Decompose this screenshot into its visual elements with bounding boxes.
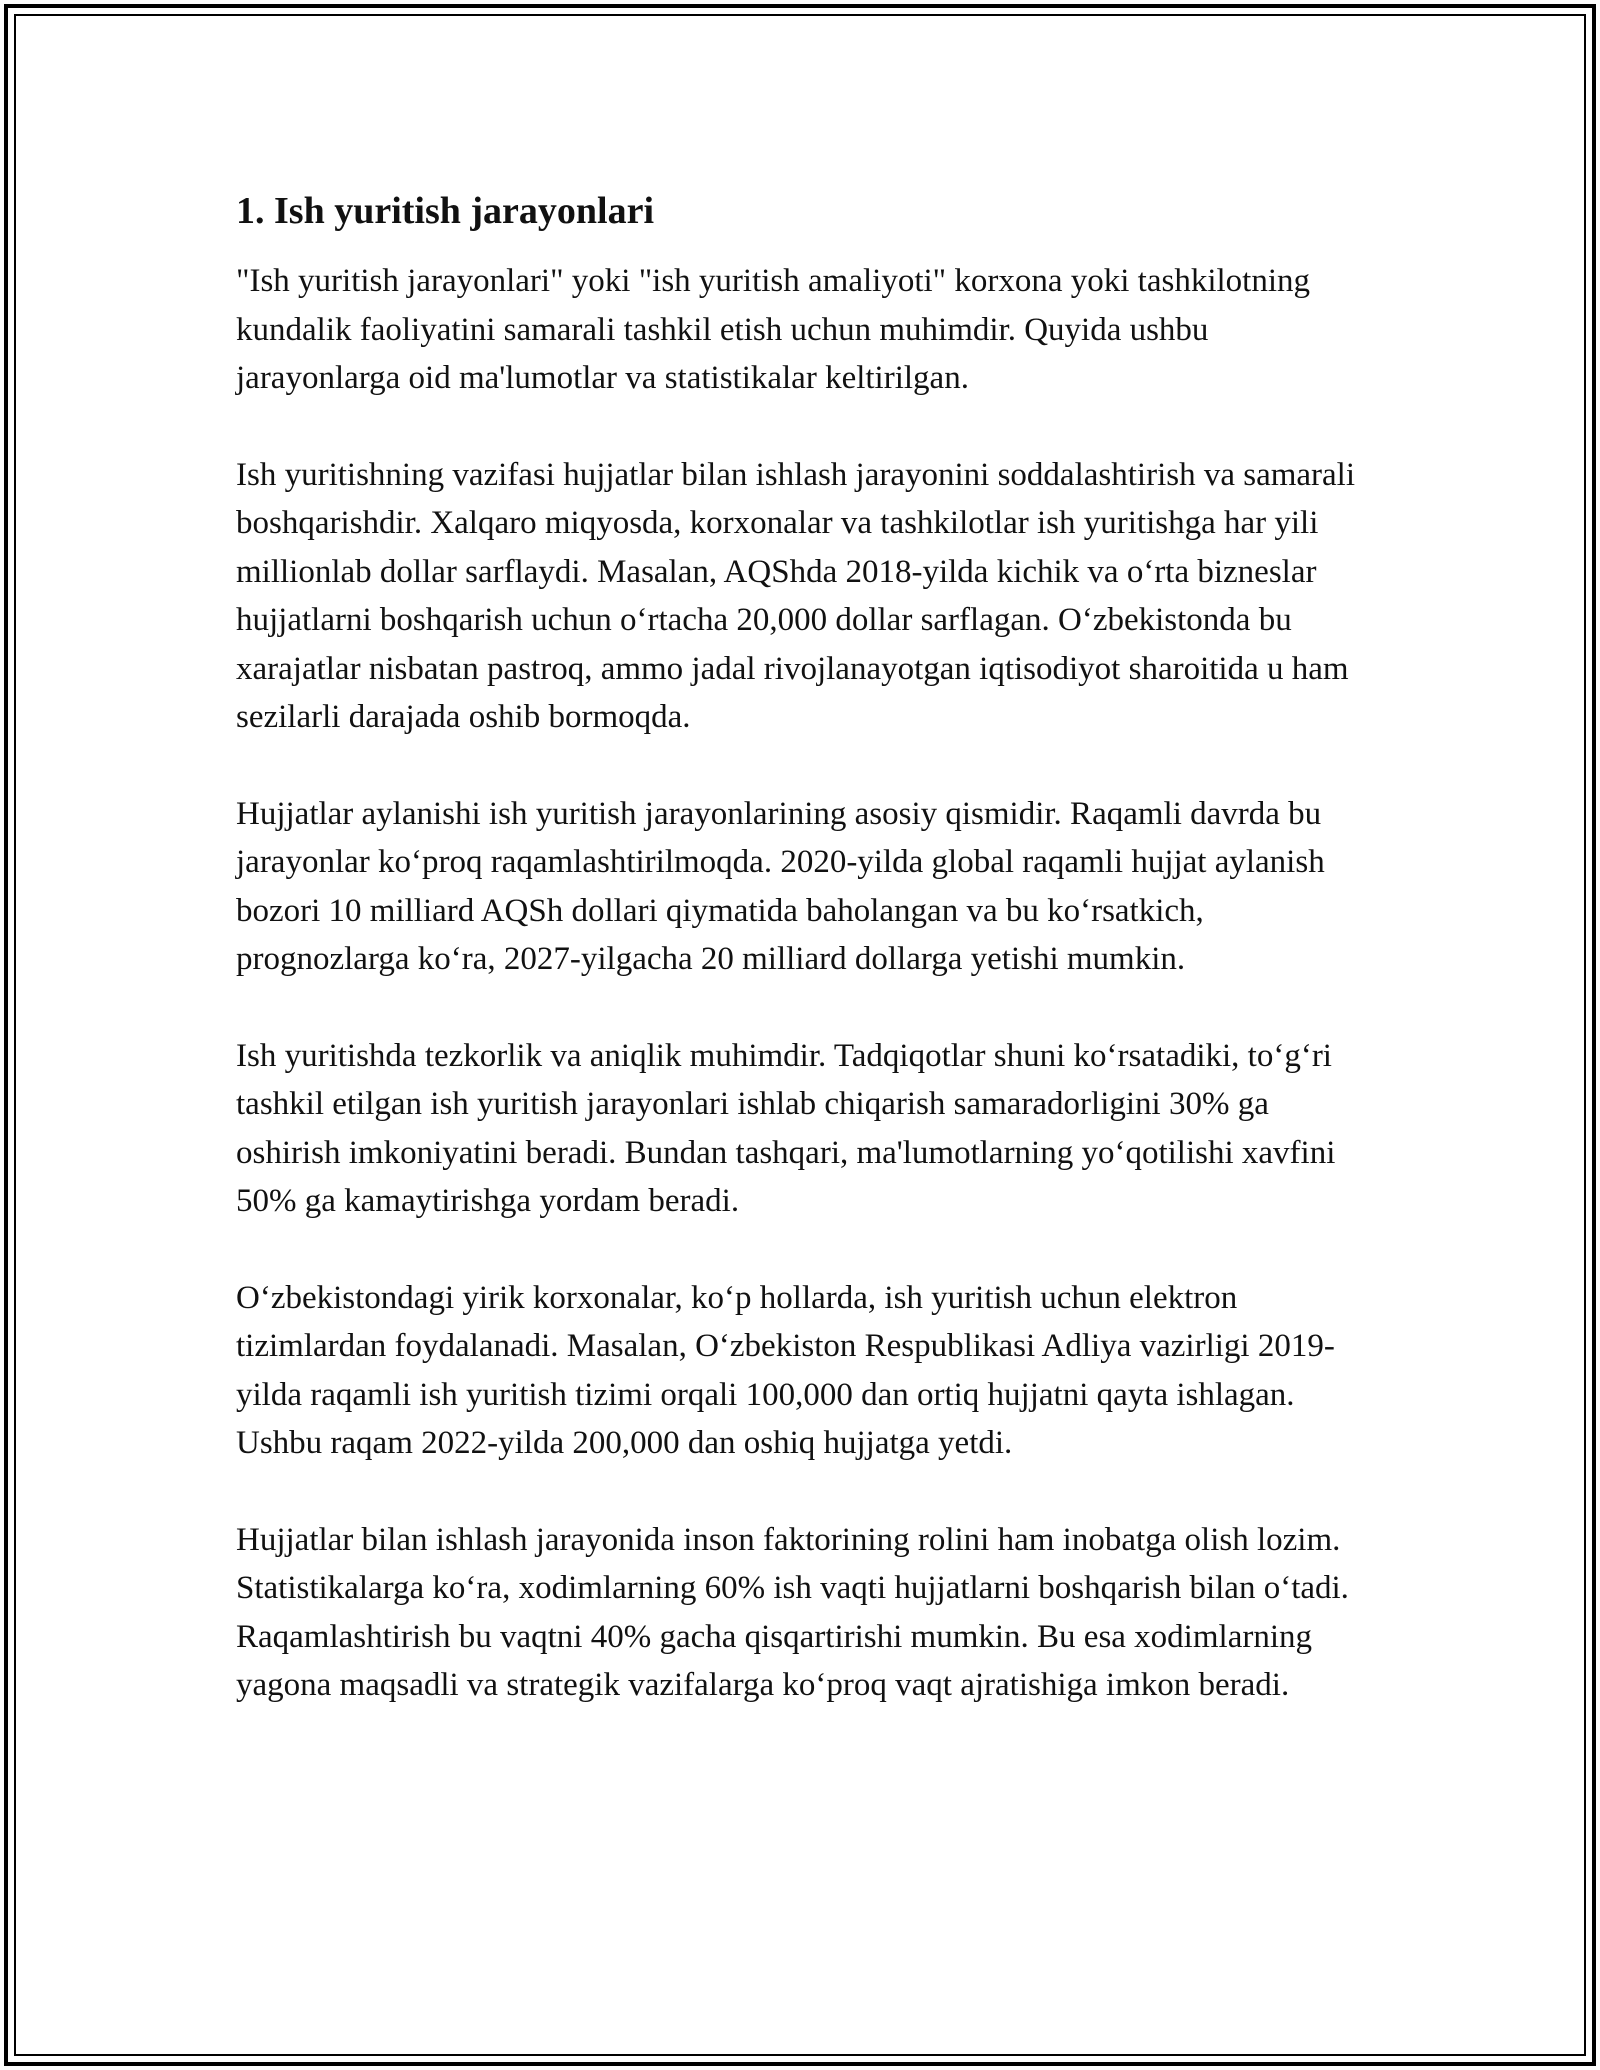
paragraph-document-flow: Hujjatlar aylanishi ish yuritish jarayonlarining asosiy qismidir. Raqamli davrda bu jarayonlar ko‘proq raqamlashtirilmoqda. 2020-yilda global raqamli hujjat aylanish bozori 10 milliard AQSh dollari qiymatida baholangan va bu ko‘rsatkich, prognozlarga ko‘ra, 2027-yilgacha 20 milliard dollarga yetishi mumkin.: [236, 795, 1325, 977]
paragraph-human-factor: Hujjatlar bilan ishlash jarayonida inson faktorining rolini ham inobatga olish lozim. Statistikalarga ko‘ra, xodimlarning 60% ish vaqti hujjatlarni boshqarish bilan o‘tadi. Raqamlashtirish bu vaqtni 40% gacha qisqartirishi mumkin. Bu esa xodimlarning yagona maqsadli va strategik vazifalarga ko‘proq vaqt ajratishiga imkon beradi.: [236, 1521, 1349, 1703]
paragraph-intro: "Ish yuritish jarayonlari" yoki "ish yuritish amaliyoti" korxona yoki tashkilotning kundalik faoliyatini samarali tashkil etish uchun muhimdir. Quyida ushbu jarayonlarga oid ma'lumotlar va statistikalar keltirilgan.: [236, 263, 1311, 396]
paragraph-speed-accuracy: Ish yuritishda tezkorlik va aniqlik muhimdir. Tadqiqotlar shuni ko‘rsatadiki, to‘g‘ri tashkil etilgan ish yuritish jarayonlari ishlab chiqarish samaradorligini 30% ga oshirish imkoniyatini beradi. Bundan tashqari, ma'lumotlarning yo‘qotilishi xavfini 50% ga kamaytirishga yordam beradi.: [236, 1037, 1336, 1219]
paragraph-uzbekistan-systems: O‘zbekistondagi yirik korxonalar, ko‘p hollarda, ish yuritish uchun elektron tizimlardan foydalanadi. Masalan, O‘zbekiston Respublikasi Adliya vazirligi 2019-yilda raqamli ish yuritish tizimi orqali 100,000 dan ortiq hujjatni qayta ishlagan. Ushbu raqam 2022-yilda 200,000 dan oshiq hujjatga yetdi.: [236, 1279, 1335, 1461]
paragraph-purpose-costs: Ish yuritishning vazifasi hujjatlar bilan ishlash jarayonini soddalashtirish va samarali boshqarishdir. Xalqaro miqyosda, korxonalar va tashkilotlar ish yuritishga har yili millionlab dollar sarflaydi. Masalan, AQShda 2018-yilda kichik va o‘rta bizneslar hujjatlarni boshqarish uchun o‘rtacha 20,000 dollar sarflagan. O‘zbekistonda bu xarajatlar nisbatan pastroq, ammo jadal rivojlanayotgan iqtisodiyot sharoitida u ham sezilarli darajada oshib bormoqda.: [236, 456, 1356, 735]
section-heading: 1. Ish yuritish jarayonlari: [236, 190, 655, 232]
document-body: [236, 185, 1376, 1710]
